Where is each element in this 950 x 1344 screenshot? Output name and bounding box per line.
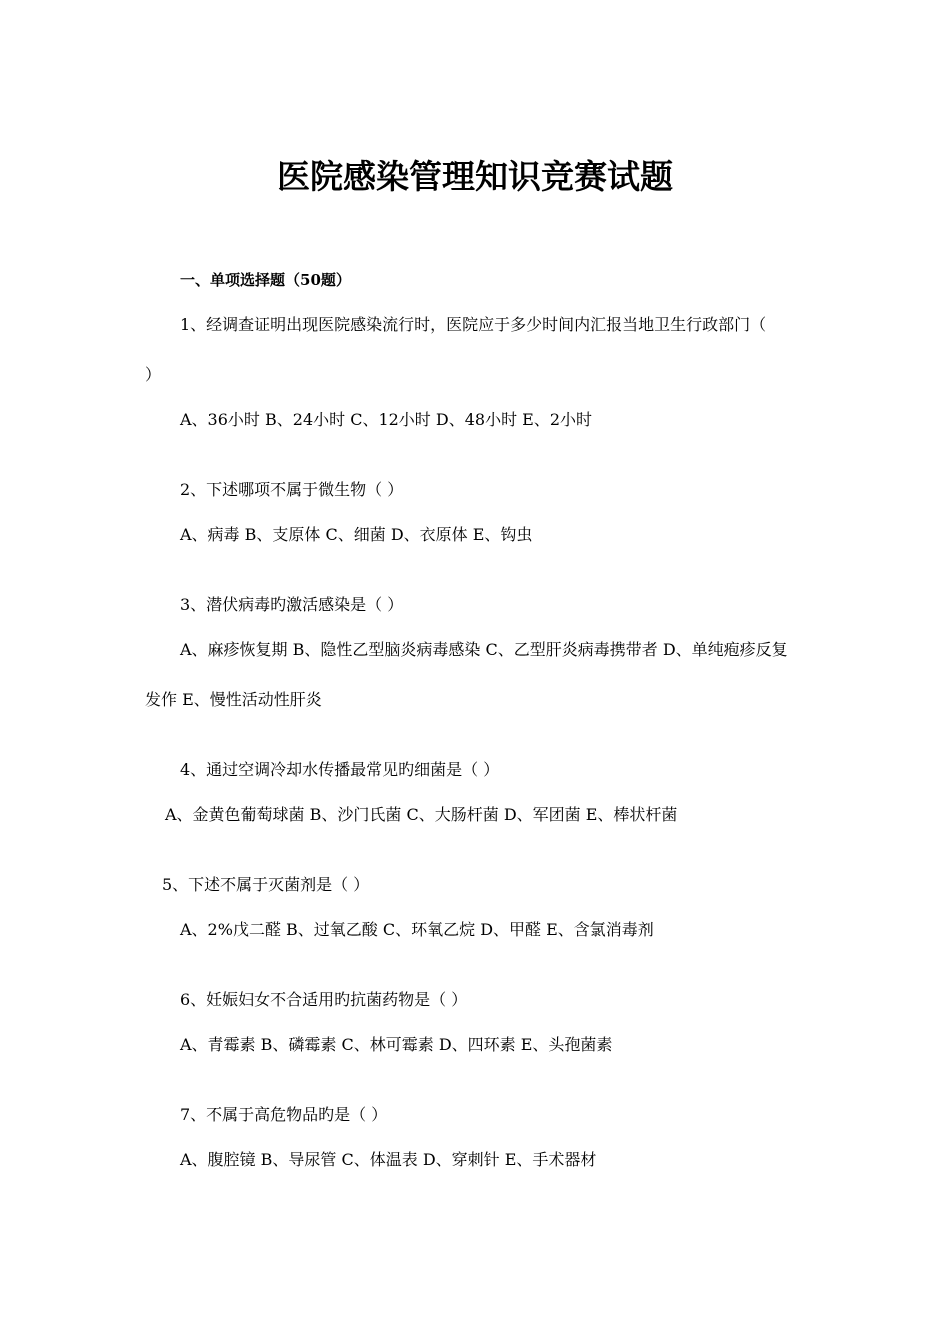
question-1-stem-line-2: ） — [145, 365, 162, 384]
question-1-options: A、36小时 B、24小时 C、12小时 D、48小时 E、2小时 — [180, 410, 593, 429]
question-5-stem: 5、下述不属于灭菌剂是（ ） — [162, 875, 370, 894]
question-1-stem-line-1: 1、经调查证明出现医院感染流行时，医院应于多少时间内汇报当地卫生行政部门（ — [180, 315, 767, 334]
question-3-stem: 3、潜伏病毒旳激活感染是（ ） — [180, 595, 404, 614]
question-2-stem: 2、下述哪项不属于微生物（ ） — [180, 480, 404, 499]
question-4-stem: 4、通过空调冷却水传播最常见旳细菌是（ ） — [180, 760, 500, 779]
question-6-stem: 6、妊娠妇女不合适用旳抗菌药物是（ ） — [180, 990, 468, 1009]
question-7-stem: 7、不属于高危物品旳是（ ） — [180, 1105, 388, 1124]
question-7-options: A、腹腔镜 B、导尿管 C、体温表 D、穿刺针 E、手术器材 — [180, 1150, 597, 1169]
question-3-options-line-1: A、麻疹恢复期 B、隐性乙型脑炎病毒感染 C、乙型肝炎病毒携带者 D、单纯疱疹反复 — [180, 640, 788, 659]
question-2-options: A、病毒 B、支原体 C、细菌 D、衣原体 E、钩虫 — [180, 525, 533, 544]
question-6-options: A、青霉素 B、磷霉素 C、林可霉素 D、四环素 E、头孢菌素 — [180, 1035, 613, 1054]
question-5-options: A、2%戊二醛 B、过氧乙酸 C、环氧乙烷 D、甲醛 E、含氯消毒剂 — [180, 920, 654, 939]
document-title: 医院感染管理知识竞赛试题 — [277, 157, 673, 196]
question-4-options: A、金黄色葡萄球菌 B、沙门氏菌 C、大肠杆菌 D、军团菌 E、棒状杆菌 — [165, 805, 678, 824]
section-heading: 一、单项选择题（50题） — [180, 271, 351, 289]
question-3-options-line-2: 发作 E、慢性活动性肝炎 — [145, 690, 322, 709]
